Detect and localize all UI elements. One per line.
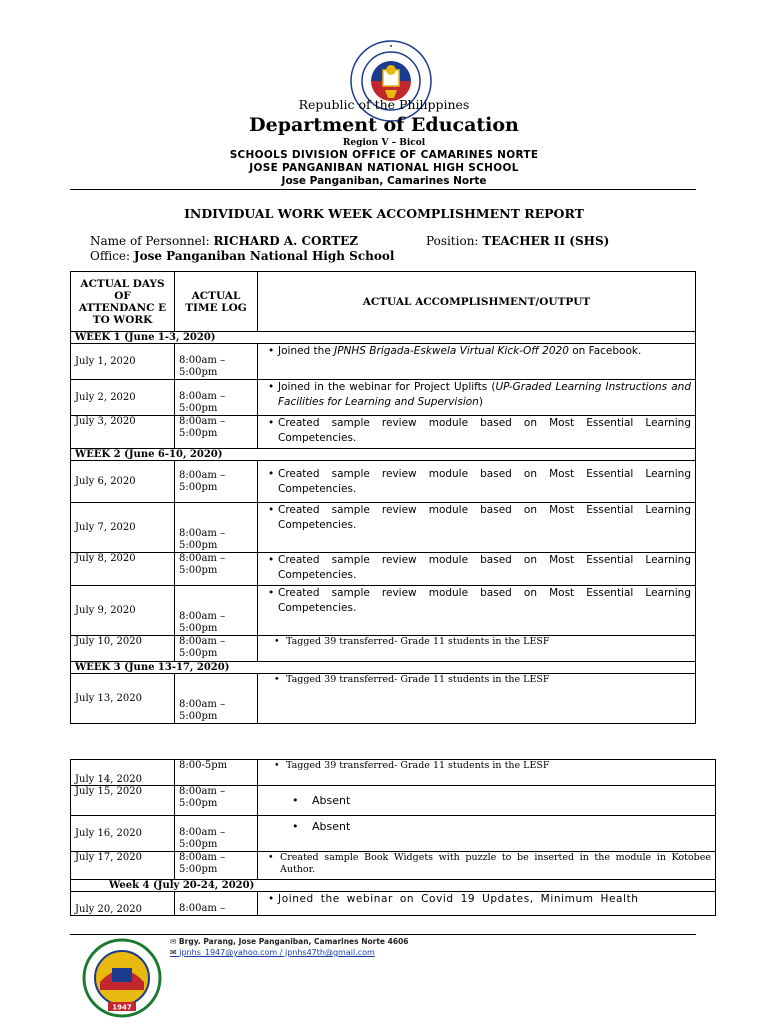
output-cell: • Absent bbox=[258, 816, 716, 852]
date-cell: July 10, 2020 bbox=[71, 636, 175, 662]
location-line: Jose Panganiban, Camarines Norte bbox=[281, 175, 487, 187]
week-1-label: WEEK 1 (June 1-3, 2020) bbox=[71, 332, 696, 344]
output-cell: • Created sample review module based on Most Essential Learning Competencies. bbox=[258, 586, 696, 636]
output-cell: • Created sample review module based on Most Essential Learning Competencies. bbox=[258, 553, 696, 586]
date-cell: July 13, 2020 bbox=[71, 674, 175, 724]
output-cell: • Joined the JPNHS Brigada-Eskwela Virtual Kick-Off 2020 on Facebook. bbox=[258, 344, 696, 380]
table-row bbox=[71, 760, 716, 786]
time-cell: 8:00am – bbox=[175, 892, 258, 916]
table-row bbox=[71, 852, 716, 880]
office-value: Jose Panganiban National High School bbox=[133, 249, 395, 263]
table-row bbox=[71, 586, 696, 636]
department-title: Department of Education bbox=[249, 114, 519, 136]
header-divider bbox=[70, 189, 696, 190]
accomplishment-table bbox=[70, 271, 696, 724]
school-seal-logo bbox=[82, 938, 162, 1018]
table-row bbox=[71, 786, 716, 816]
date-cell: July 16, 2020 bbox=[71, 816, 175, 852]
report-title: INDIVIDUAL WORK WEEK ACCOMPLISHMENT REPORT bbox=[184, 206, 584, 221]
time-cell: 8:00am – 5:00pm bbox=[175, 416, 258, 449]
table-row bbox=[71, 416, 696, 449]
footer-address: ✉ Brgy. Parang, Jose Panganiban, Camarines Norte 4606 bbox=[170, 937, 409, 946]
table-row bbox=[71, 892, 716, 916]
output-cell: • Tagged 39 transferred- Grade 11 students in the LESF bbox=[258, 674, 696, 724]
email-link[interactable]: jpnhs_1947@yahoo.com / jpnhs47th@gmail.com bbox=[179, 948, 375, 957]
date-cell: July 14, 2020 bbox=[71, 760, 175, 786]
week-3-label: WEEK 3 (June 13-17, 2020) bbox=[71, 662, 696, 674]
table-row bbox=[71, 816, 716, 852]
school-line: JOSE PANGANIBAN NATIONAL HIGH SCHOOL bbox=[249, 162, 519, 174]
svg-text:1947: 1947 bbox=[112, 1003, 132, 1012]
time-cell: 8:00am – 5:00pm bbox=[175, 852, 258, 880]
table-row bbox=[71, 380, 696, 416]
office-row bbox=[90, 249, 394, 263]
time-cell: 8:00am – 5:00pm bbox=[175, 674, 258, 724]
time-cell: 8:00am – 5:00pm bbox=[175, 380, 258, 416]
office-label: Office: bbox=[90, 249, 131, 263]
table-header-row bbox=[71, 272, 696, 332]
date-cell: July 6, 2020 bbox=[71, 461, 175, 503]
output-cell: • Created sample review module based on Most Essential Learning Competencies. bbox=[258, 503, 696, 553]
time-cell: 8:00am – 5:00pm bbox=[175, 461, 258, 503]
time-cell: 8:00am – 5:00pm bbox=[175, 816, 258, 852]
table-row bbox=[71, 344, 696, 380]
output-cell: • Created sample Book Widgets with puzzle to be inserted in the module in Kotobee Author. bbox=[258, 852, 716, 880]
time-cell: 8:00am – 5:00pm bbox=[175, 586, 258, 636]
week-row bbox=[71, 332, 696, 344]
output-cell: • Tagged 39 transferred- Grade 11 students in the LESF bbox=[258, 760, 716, 786]
output-cell: • Joined the webinar on Covid 19 Updates, Minimum Health bbox=[258, 892, 716, 916]
output-cell: • Joined in the webinar for Project Uplifts (UP-Graded Learning Instructions and Facilities for Learning and Supervision) bbox=[258, 380, 696, 416]
week-row bbox=[71, 449, 696, 461]
name-label: Name of Personnel: bbox=[90, 234, 210, 248]
date-cell: July 9, 2020 bbox=[71, 586, 175, 636]
output-cell: • Tagged 39 transferred- Grade 11 students in the LESF bbox=[258, 636, 696, 662]
personnel-name: RICHARD A. CORTEZ bbox=[213, 234, 359, 248]
date-cell: July 1, 2020 bbox=[71, 344, 175, 380]
table-row bbox=[71, 503, 696, 553]
date-cell: July 7, 2020 bbox=[71, 503, 175, 553]
time-cell: 8:00am – 5:00pm bbox=[175, 636, 258, 662]
position-label: Position: bbox=[426, 234, 479, 248]
table-row bbox=[71, 674, 696, 724]
time-cell: 8:00am – 5:00pm bbox=[175, 503, 258, 553]
output-cell: • Created sample review module based on Most Essential Learning Competencies. bbox=[258, 416, 696, 449]
output-cell: • Absent bbox=[258, 786, 716, 816]
republic-line: Republic of the Philippines bbox=[298, 97, 470, 112]
time-cell: 8:00am – 5:00pm bbox=[175, 786, 258, 816]
col-header-output: ACTUAL ACCOMPLISHMENT/OUTPUT bbox=[258, 272, 696, 332]
col-header-time: ACTUAL TIME LOG bbox=[175, 272, 258, 332]
mail-icon: ✉ bbox=[170, 937, 179, 946]
date-cell: July 20, 2020 bbox=[71, 892, 175, 916]
date-cell: July 3, 2020 bbox=[71, 416, 175, 449]
footer-divider bbox=[70, 934, 696, 935]
position-value: TEACHER II (SHS) bbox=[482, 234, 610, 248]
accomplishment-table-continued bbox=[70, 759, 716, 916]
week-row bbox=[71, 880, 716, 892]
date-cell: July 17, 2020 bbox=[71, 852, 175, 880]
email-icon: ✉ bbox=[170, 948, 177, 957]
region-line: Region V – Bicol bbox=[342, 138, 426, 148]
time-cell: 8:00am – 5:00pm bbox=[175, 344, 258, 380]
personnel-name-row bbox=[90, 234, 358, 248]
table-row bbox=[71, 553, 696, 586]
time-cell: 8:00-5pm bbox=[175, 760, 258, 786]
date-cell: July 15, 2020 bbox=[71, 786, 175, 816]
table-row bbox=[71, 461, 696, 503]
position-row bbox=[426, 234, 609, 248]
week-2-label: WEEK 2 (June 6-10, 2020) bbox=[71, 449, 696, 461]
week-4-label: Week 4 (July 20-24, 2020) bbox=[71, 880, 716, 892]
time-cell: 8:00am – 5:00pm bbox=[175, 553, 258, 586]
table-row bbox=[71, 636, 696, 662]
division-line: SCHOOLS DIVISION OFFICE OF CAMARINES NORTE bbox=[229, 149, 539, 161]
week-row bbox=[71, 662, 696, 674]
date-cell: July 2, 2020 bbox=[71, 380, 175, 416]
footer-emails[interactable] bbox=[170, 948, 375, 957]
output-cell: • Created sample review module based on Most Essential Learning Competencies. bbox=[258, 461, 696, 503]
col-header-days: ACTUAL DAYS OF ATTENDANC E TO WORK bbox=[71, 272, 175, 332]
date-cell: July 8, 2020 bbox=[71, 553, 175, 586]
